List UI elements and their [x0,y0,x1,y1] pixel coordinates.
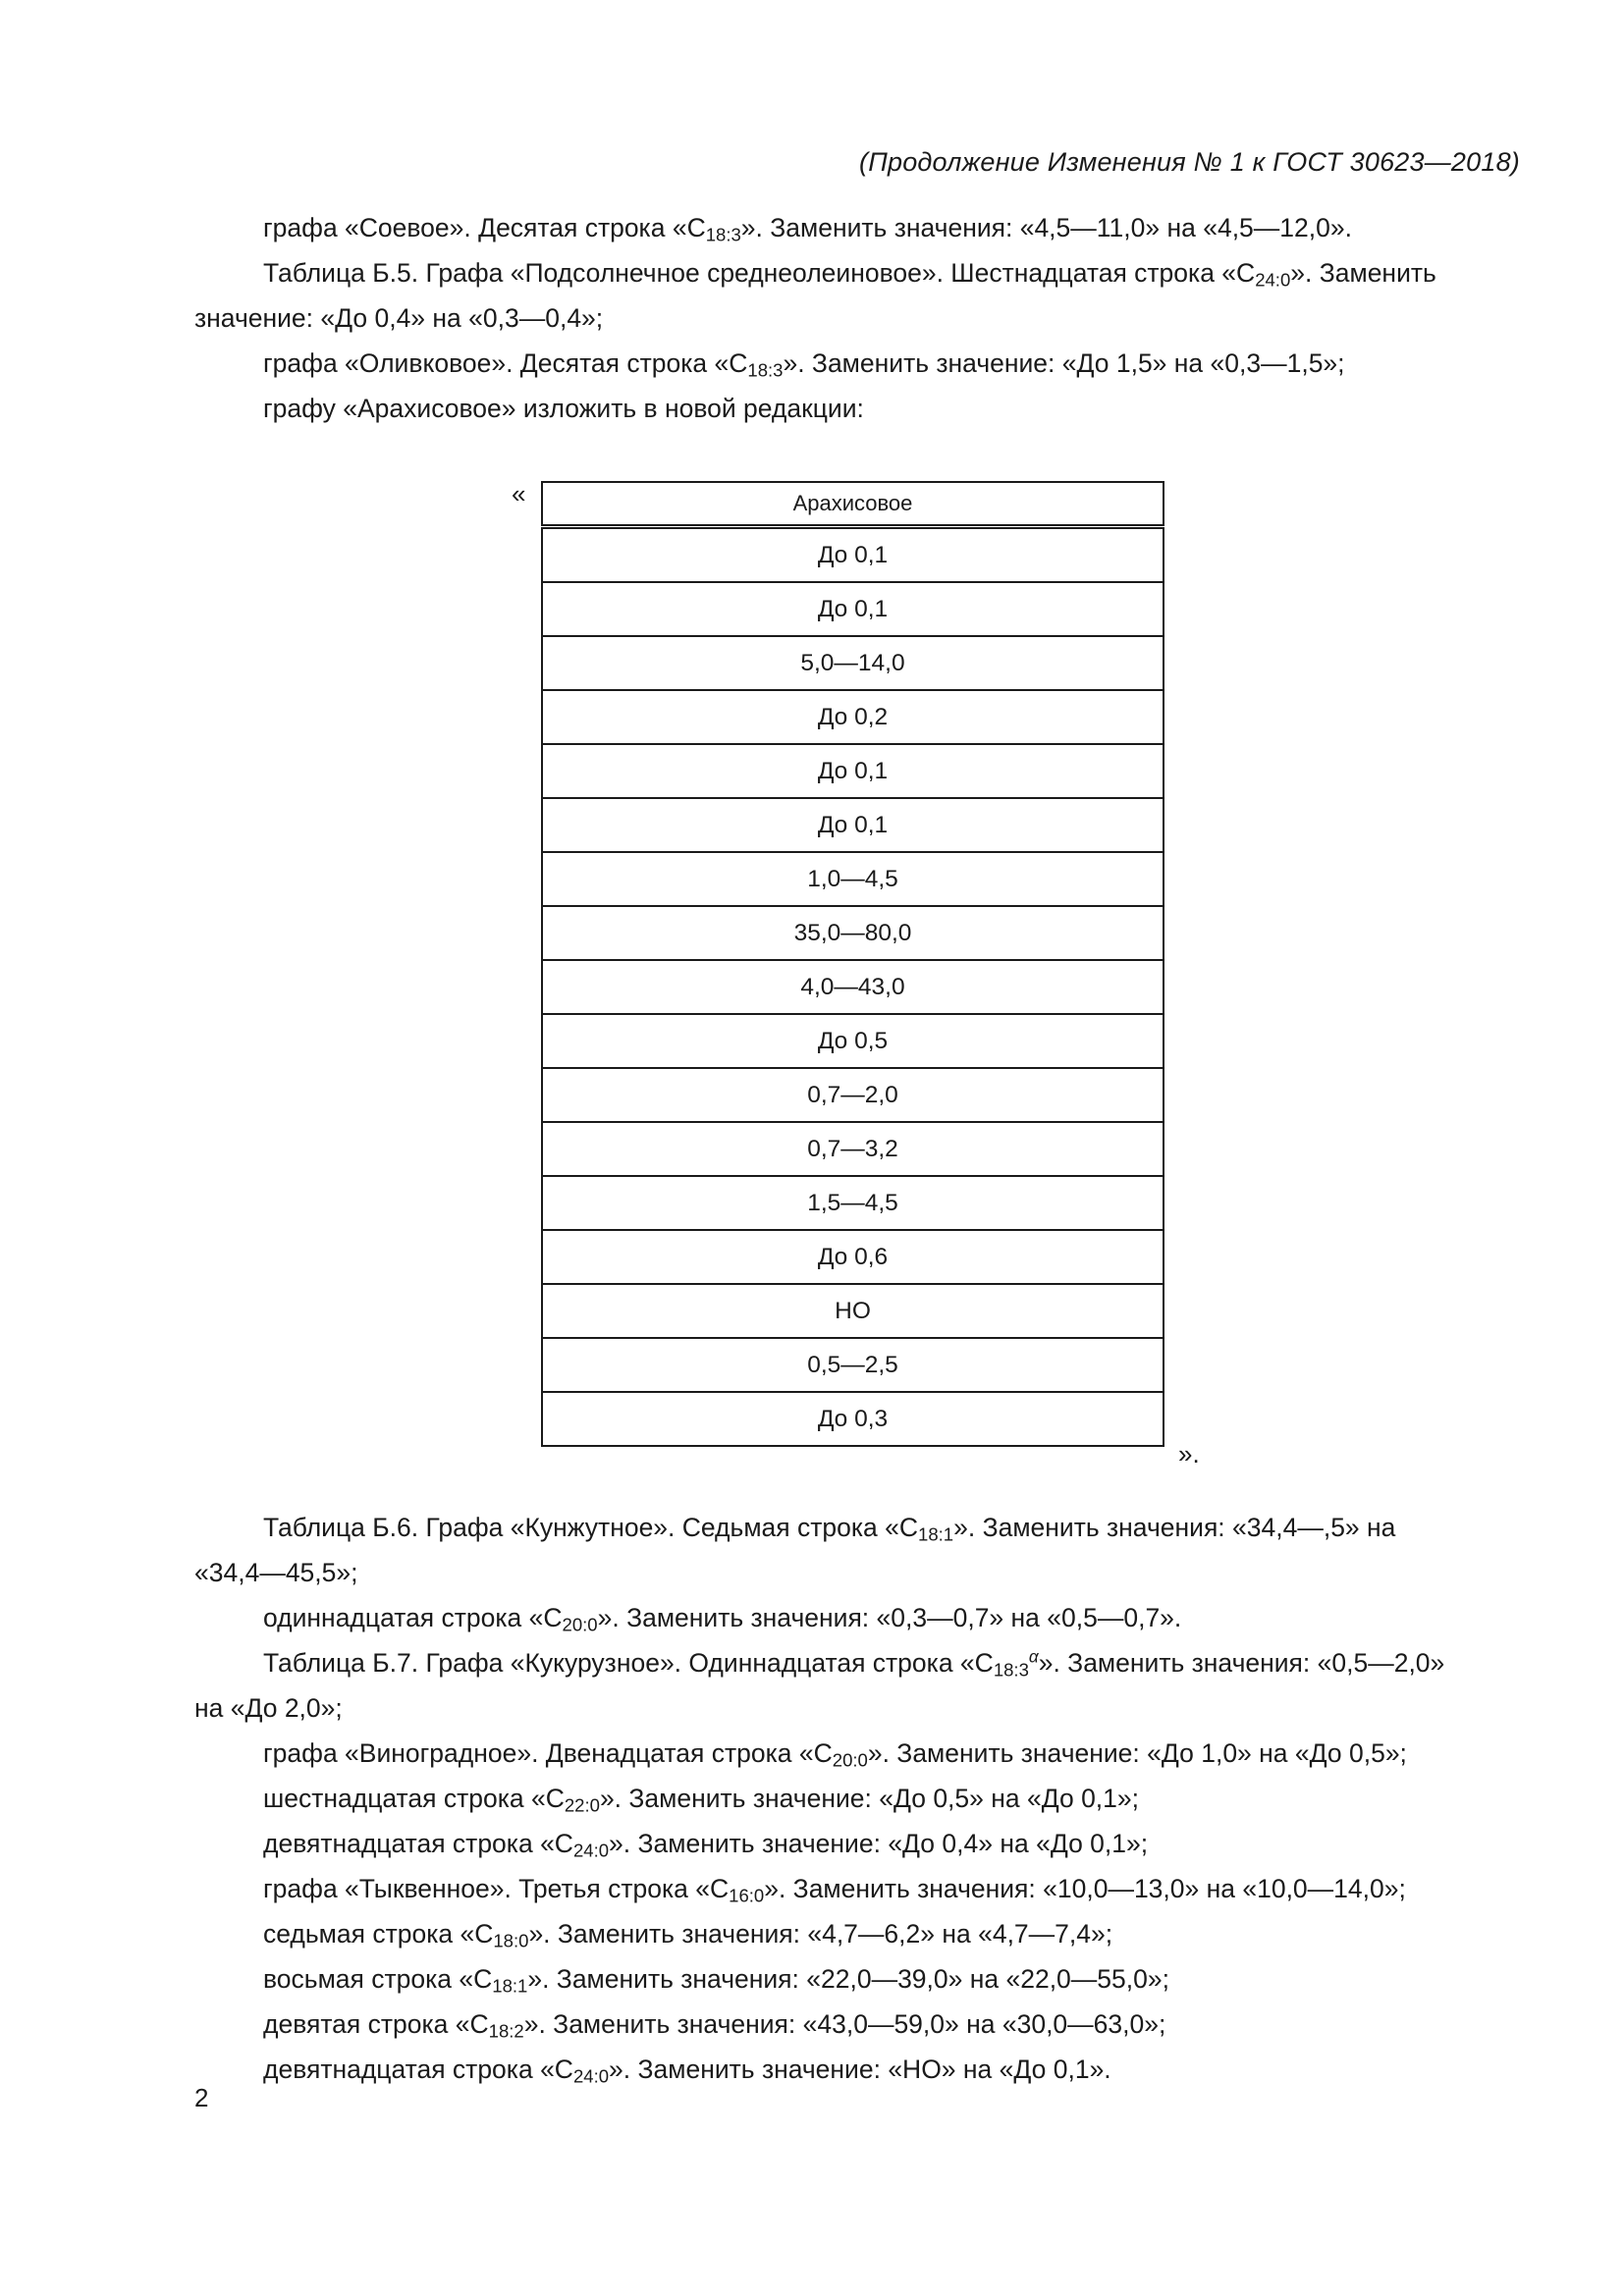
table-cell: До 0,1 [542,582,1164,636]
table-cell: До 0,2 [542,690,1164,744]
table-row [542,636,1164,690]
table-row [542,1068,1164,1122]
paragraph: шестнадцатая строка «$С_{22:0}$». Заменить значение: «До 0,5» на «До 0,1»; [263,1784,1140,1816]
subscript: 20:0 [832,1749,868,1771]
table-header-row [542,482,1164,527]
subscript: 18:3 [705,224,741,245]
paragraph: Таблица Б.5. Графа «Подсолнечное среднеолеиновое». Шестнадцатая строка «$С_{24:0}$». Заменить [263,258,1436,291]
superscript: α [1028,1646,1039,1667]
subscript: 22:0 [564,1794,600,1816]
paragraph: седьмая строка «$С_{18:0}$». Заменить значения: «4,7—6,2» на «4,7—7,4»; [263,1919,1113,1951]
table-row [542,852,1164,906]
subscript: 18:3 [993,1659,1029,1681]
arachis-table [541,481,1164,1447]
table-cell: 0,5—2,5 [542,1338,1164,1392]
table-row [542,1014,1164,1068]
paragraph: на «До 2,0»; [194,1693,343,1723]
paragraph: одиннадцатая строка «$С_{20:0}$». Заменить значения: «0,3—0,7» на «0,5—0,7». [263,1603,1182,1635]
subscript: 24:0 [572,2065,610,2087]
table-cell: До 0,1 [542,744,1164,798]
subscript: 16:0 [729,1885,765,1906]
table-cell: До 0,5 [542,1014,1164,1068]
subscript: 18:0 [493,1930,529,1951]
subscript: 24:0 [572,1840,610,1861]
table-cell: 5,0—14,0 [542,636,1164,690]
paragraph: графу «Арахисовое» изложить в новой редакции: [263,394,864,423]
table-row [542,960,1164,1014]
paragraph: девятая строка «$С_{18:2}$». Заменить значения: «43,0—59,0» на «30,0—63,0»; [263,2009,1166,2042]
table-row [542,744,1164,798]
table-row [542,690,1164,744]
close-quote: ». [1178,1439,1200,1468]
open-quote: « [512,479,526,508]
table-row [542,1176,1164,1230]
subscript: 18:3 [747,359,784,381]
table-cell: 1,0—4,5 [542,852,1164,906]
table-cell: НО [542,1284,1164,1338]
page-number: 2 [194,2083,209,2112]
paragraph: графа «Виноградное». Двенадцатая строка «$С_{20:0}$». Заменить значение: «До 1,0» на «До 0,5»; [263,1738,1407,1771]
table-row [542,582,1164,636]
paragraph: «34,4—45,5»; [194,1558,358,1587]
table-cell: До 0,6 [542,1230,1164,1284]
subscript: 18:1 [492,1975,528,1997]
table-cell: 0,7—3,2 [542,1122,1164,1176]
table-header-cell: Арахисовое [542,482,1164,527]
table-cell: 35,0—80,0 [542,906,1164,960]
paragraph: графа «Соевое». Десятая строка «$С_{18:3}$». Заменить значения: «4,5—11,0» на «4,5—12,0». [263,213,1352,245]
subscript: 18:1 [918,1523,954,1545]
table-cell: 0,7—2,0 [542,1068,1164,1122]
table-row [542,527,1164,583]
table-cell: До 0,3 [542,1392,1164,1446]
table-row [542,1230,1164,1284]
table-cell: До 0,1 [542,527,1164,583]
paragraph: восьмая строка «$С_{18:1}$». Заменить значения: «22,0—39,0» на «22,0—55,0»; [263,1964,1169,1997]
table-row [542,1122,1164,1176]
table-row [542,1284,1164,1338]
paragraph: значение: «До 0,4» на «0,3—0,4»; [194,303,604,333]
subscript: 20:0 [562,1614,598,1635]
table-cell: 1,5—4,5 [542,1176,1164,1230]
paragraph: девятнадцатая строка «$С_{24:0}$». Заменить значение: «До 0,4» на «До 0,1»; [263,1829,1149,1861]
table-row [542,798,1164,852]
paragraph: графа «Оливковое». Десятая строка «$С_{18:3}$». Заменить значение: «До 1,5» на «0,3—1,5»; [263,348,1345,381]
table-row [542,906,1164,960]
subscript: 24:0 [1255,269,1291,291]
table-row [542,1392,1164,1446]
paragraph: Таблица Б.6. Графа «Кунжутное». Седьмая строка «$С_{18:1}$». Заменить значения: «34,4—,5» на [263,1513,1396,1545]
page-header: (Продолжение Изменения № 1 к ГОСТ 30623—2018) [859,147,1520,177]
subscript: 18:2 [488,2020,524,2042]
paragraph: Таблица Б.7. Графа «Кукурузное». Одиннадцатая строка «$С_{18:3}^\alpha$». Заменить значения: «0,5—2,0» [263,1646,1445,1681]
table-row [542,1338,1164,1392]
table-cell: До 0,1 [542,798,1164,852]
table-cell: 4,0—43,0 [542,960,1164,1014]
paragraph: девятнадцатая строка «$С_{24:0}$». Заменить значение: «НО» на «До 0,1». [263,2055,1111,2087]
paragraph: графа «Тыквенное». Третья строка «$С_{16:0}$». Заменить значения: «10,0—13,0» на «10,0—14,0»; [263,1874,1406,1906]
